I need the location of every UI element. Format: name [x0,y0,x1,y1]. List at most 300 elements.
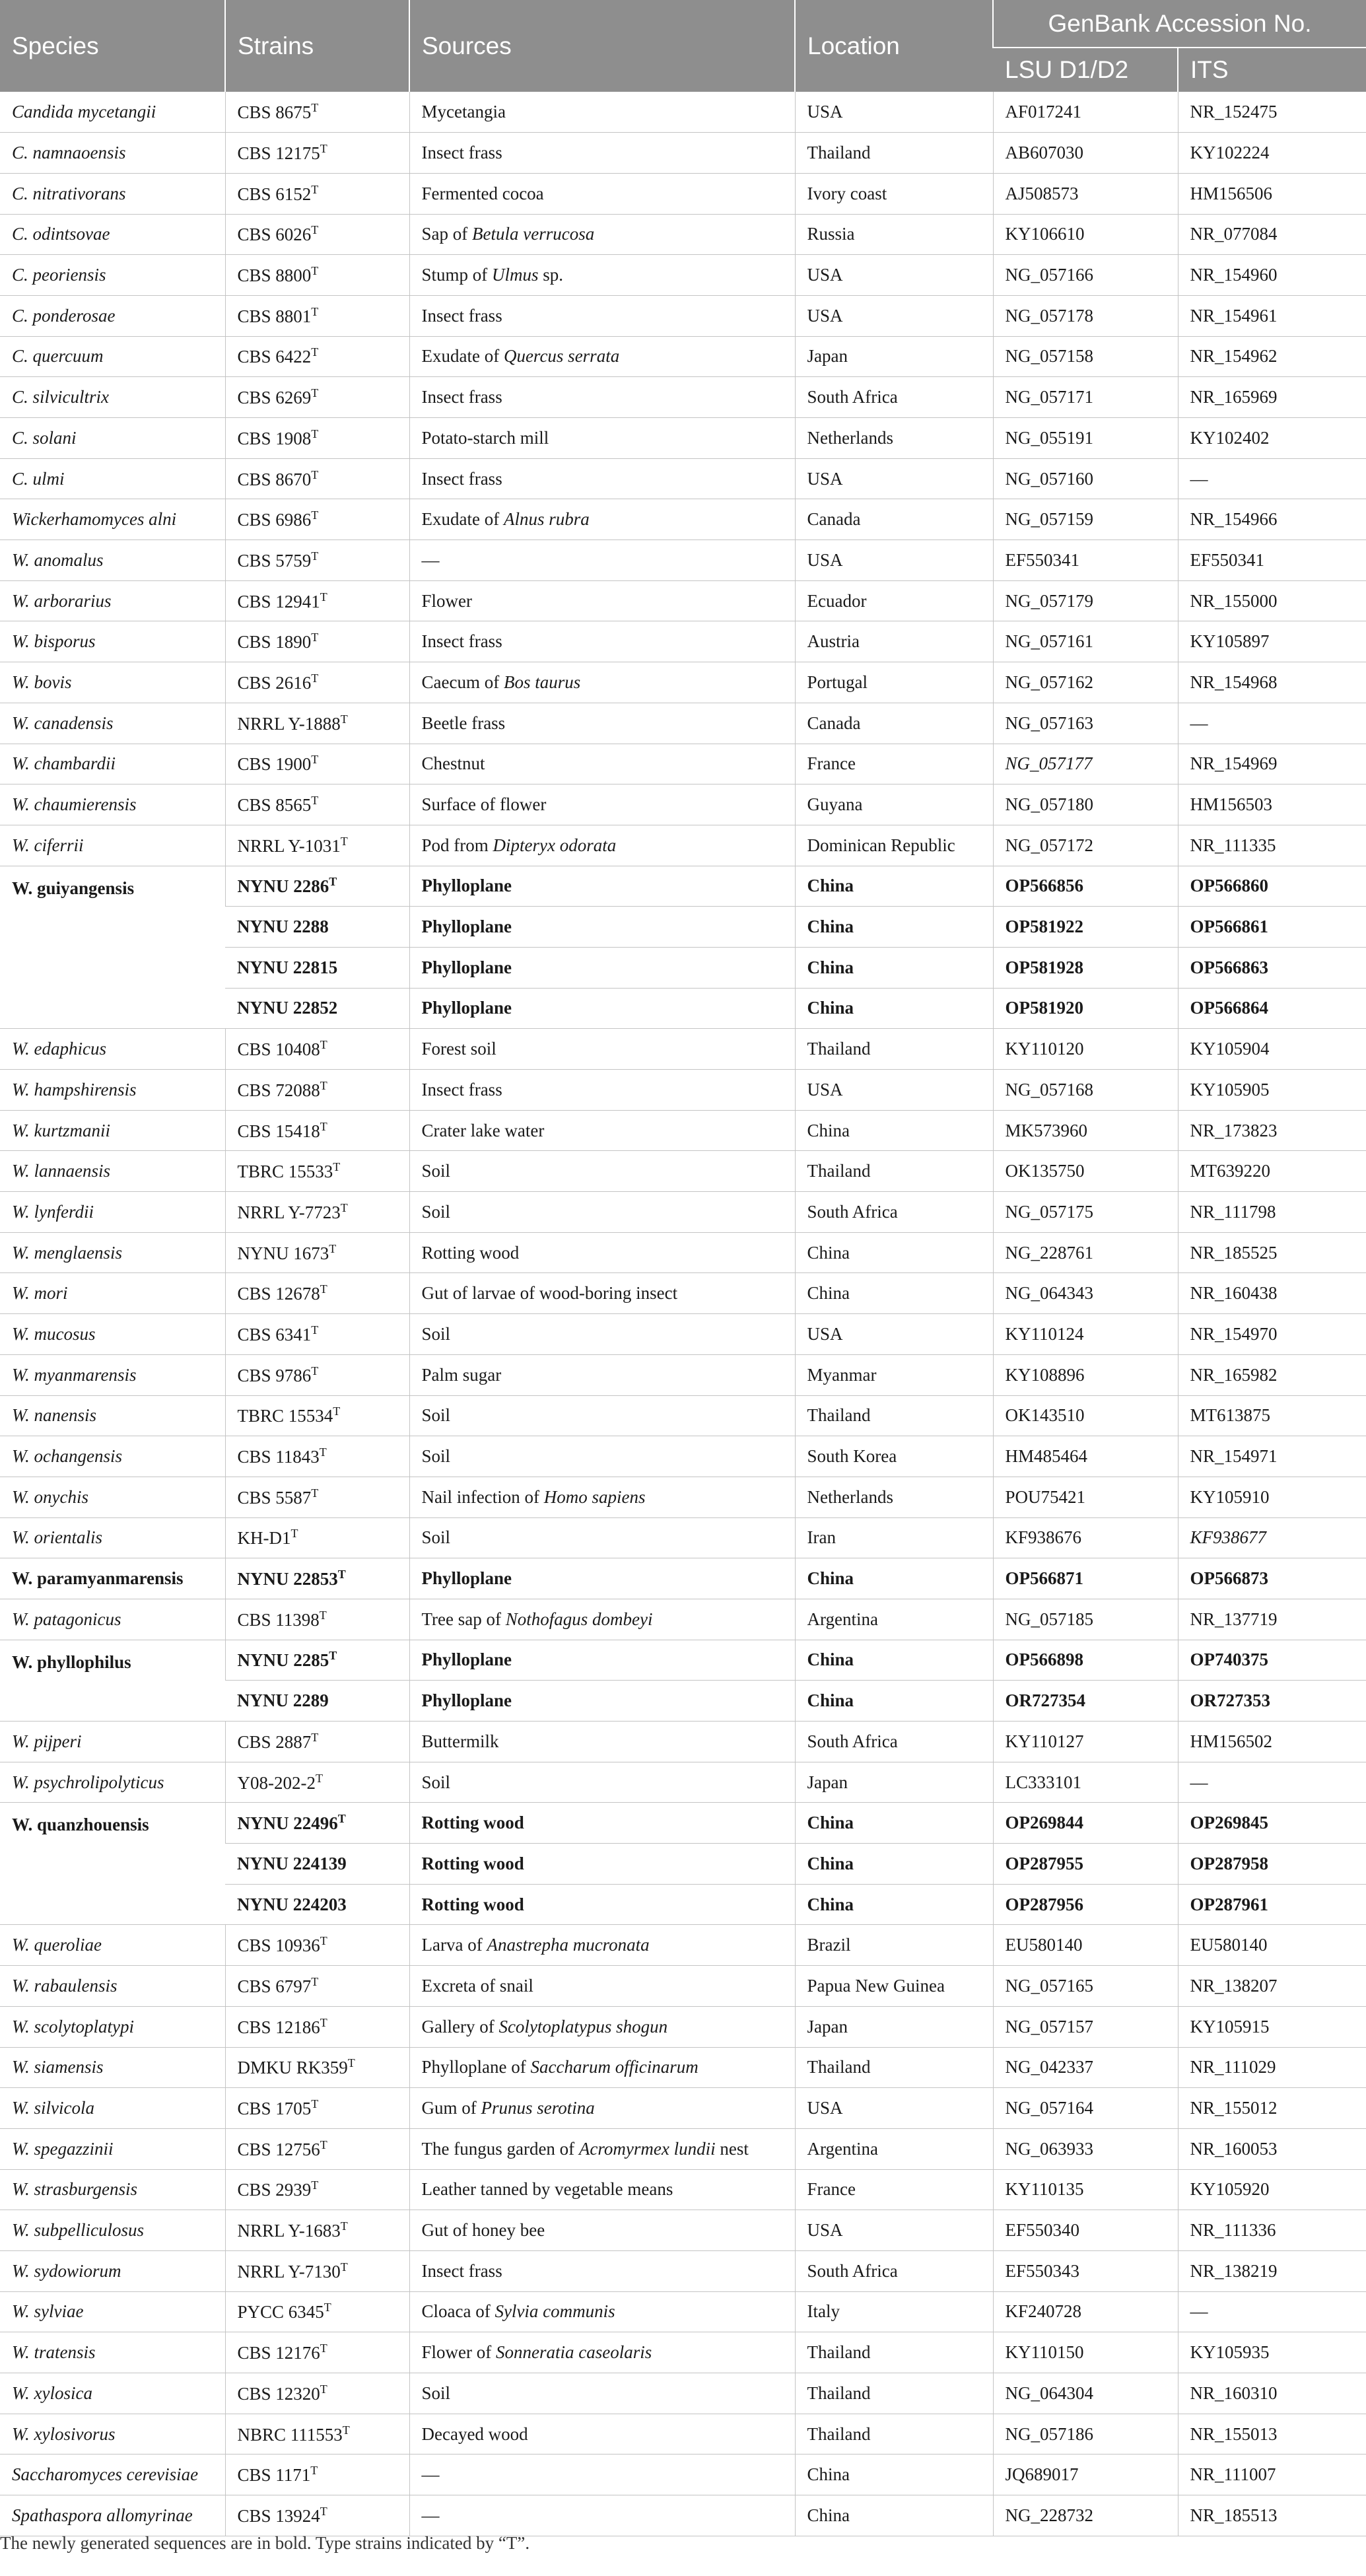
cell-its: KY105910 [1178,1477,1366,1517]
cell-location: Japan [795,1762,993,1803]
type-strain-mark: T [311,753,319,767]
cell-source [409,458,795,499]
table-row [0,1029,1366,1070]
type-strain-mark: T [311,223,319,237]
table-body [0,92,1366,2536]
source-text: Phylloplane [421,998,512,1018]
cell-species: W. phyllophilus [0,1640,225,1721]
cell-species: W. ochangensis [0,1436,225,1477]
table-row [0,2291,1366,2332]
strain-id: NYNU 22852 [237,998,338,1018]
cell-lsu: KF938676 [993,1517,1178,1558]
cell-lsu: NG_057179 [993,580,1178,621]
cell-location: USA [795,2088,993,2129]
cell-strain [225,92,409,133]
strain-id: CBS 12756 [237,2139,320,2159]
strain-id: CBS 72088 [237,1080,320,1100]
cell-location: Argentina [795,1599,993,1640]
cell-strain [225,1314,409,1355]
cell-lsu: OP566898 [993,1640,1178,1681]
cell-strain [225,1354,409,1395]
type-strain-mark: T [311,264,319,278]
cell-species: Candida mycetangii [0,92,225,133]
cell-strain [225,214,409,255]
cell-source [409,377,795,418]
source-text: Rotting wood [421,1813,524,1833]
cell-strain [225,2454,409,2495]
strain-id: DMKU RK359 [237,2058,348,2078]
source-text: Insect frass [421,2260,502,2281]
cell-its: NR_173823 [1178,1110,1366,1151]
cell-its: KF938677 [1178,1517,1366,1558]
cell-location: USA [795,458,993,499]
source-text: Phylloplane [421,1568,512,1589]
cell-source [409,1314,795,1355]
cell-source [409,92,795,133]
cell-species: Wickerhamomyces alni [0,499,225,540]
cell-lsu: NG_057162 [993,662,1178,703]
cell-lsu: OK143510 [993,1395,1178,1436]
type-strain-mark: T [340,712,348,726]
cell-its: NR_138219 [1178,2250,1366,2291]
cell-source [409,988,795,1029]
cell-strain [225,1436,409,1477]
table-row [0,255,1366,296]
cell-species: W. nanensis [0,1395,225,1436]
source-text: Soil [421,1446,451,1467]
cell-strain [225,1722,409,1762]
cell-lsu: OK135750 [993,1151,1178,1192]
type-strain-mark: T [311,2178,319,2192]
cell-location: Italy [795,2291,993,2332]
source-text: Soil [421,1405,451,1426]
cell-strain [225,295,409,336]
cell-lsu: NG_057168 [993,1070,1178,1111]
cell-its: NR_111335 [1178,825,1366,866]
table-row [0,2495,1366,2536]
cell-location: USA [795,255,993,296]
strain-id: TBRC 15534 [237,1406,333,1426]
cell-lsu: NG_055191 [993,418,1178,459]
cell-strain [225,866,409,907]
table-row [0,2332,1366,2373]
cell-source [409,2454,795,2495]
source-text: Phylloplane [421,917,512,937]
source-text: Pod from [421,835,493,855]
cell-source [409,1925,795,1966]
cell-species: W. guiyangensis [0,866,225,1029]
cell-species: W. chaumierensis [0,784,225,825]
strain-id: NRRL Y-7130 [237,2261,341,2281]
table-row [0,2454,1366,2495]
source-text: Sylvia communis [495,2301,615,2322]
cell-location: China [795,1681,993,1722]
cell-strain [225,1070,409,1111]
cell-its: OP287961 [1178,1884,1366,1925]
cell-species: C. peoriensis [0,255,225,296]
type-strain-mark: T [320,590,327,604]
cell-location: China [795,907,993,948]
strain-id: CBS 6269 [237,388,312,408]
cell-source [409,336,795,377]
source-text: Fermented cocoa [421,183,544,203]
cell-lsu: NG_057185 [993,1599,1178,1640]
cell-lsu: NG_057164 [993,2088,1178,2129]
table-row [0,1477,1366,1517]
cell-strain [225,418,409,459]
table-row [0,92,1366,133]
strain-id: CBS 12175 [237,143,320,164]
type-strain-mark: T [333,1405,341,1418]
cell-location: South Africa [795,1722,993,1762]
strain-id: NBRC 111553 [237,2424,343,2445]
table-footnote: The newly generated sequences are in bold. Type strains indicated by “T”. [0,2533,530,2553]
cell-species: W. xylosica [0,2373,225,2414]
cell-location: China [795,947,993,988]
strain-id: CBS 2616 [237,672,312,693]
table-row [0,1517,1366,1558]
source-text: Homo sapiens [543,1486,646,1507]
strain-id: CBS 15418 [237,1121,320,1141]
strain-id: NYNU 224203 [237,1894,347,1914]
source-text: Anastrepha mucronata [487,1935,650,1955]
cell-lsu: NG_064343 [993,1273,1178,1314]
cell-strain [225,825,409,866]
cell-source [409,1232,795,1273]
cell-species: W. myanmarensis [0,1354,225,1395]
cell-lsu: LC333101 [993,1762,1178,1803]
cell-its: NR_154960 [1178,255,1366,296]
table-row [0,2169,1366,2210]
type-strain-mark: T [329,1241,337,1255]
cell-source [409,2169,795,2210]
cell-species: W. silvicola [0,2088,225,2129]
cell-strain [225,2210,409,2251]
header-species: Species [0,0,225,92]
cell-lsu: OP581922 [993,907,1178,948]
cell-source [409,295,795,336]
strain-id: NRRL Y-1683 [237,2221,341,2241]
cell-its: NR_154968 [1178,662,1366,703]
source-text: Phylloplane [421,957,512,977]
source-text: Buttermilk [421,1731,499,1751]
table-row [0,2128,1366,2169]
strain-id: NYNU 22853 [237,1569,338,1589]
cell-lsu: AJ508573 [993,173,1178,214]
strain-id: CBS 9786 [237,1365,312,1385]
type-strain-mark: T [311,1486,319,1500]
cell-lsu: NG_057186 [993,2414,1178,2454]
cell-strain [225,2414,409,2454]
type-strain-mark: T [337,1812,346,1826]
cell-location: USA [795,540,993,581]
cell-lsu: OP566871 [993,1558,1178,1599]
cell-source [409,2210,795,2251]
cell-strain [225,499,409,540]
cell-its: OP269845 [1178,1803,1366,1844]
source-text: Phylloplane [421,1690,512,1711]
cell-lsu: OR727354 [993,1681,1178,1722]
header-its: ITS [1178,48,1366,92]
source-text: Phylloplane of [421,2057,531,2077]
source-text: Nothofagus dombeyi [505,1609,653,1629]
cell-lsu: NG_057171 [993,377,1178,418]
cell-lsu: AB607030 [993,133,1178,174]
cell-species: C. odintsovae [0,214,225,255]
cell-species: W. mucosus [0,1314,225,1355]
source-text: Soil [421,1161,451,1181]
cell-its: NR_185513 [1178,2495,1366,2536]
strain-id: CBS 12678 [237,1284,320,1304]
cell-its: NR_138207 [1178,1966,1366,2007]
cell-species: W. hampshirensis [0,1070,225,1111]
cell-its: KY102224 [1178,133,1366,174]
cell-lsu: NG_057158 [993,336,1178,377]
cell-its: OP566863 [1178,947,1366,988]
type-strain-mark: T [311,671,319,685]
source-text: Gallery of [421,2016,499,2036]
cell-source [409,744,795,784]
cell-location: Thailand [795,133,993,174]
type-strain-mark: T [311,1364,319,1377]
type-strain-mark: T [311,427,319,440]
type-strain-mark: T [340,2260,348,2274]
strain-id: NYNU 2285 [237,1650,329,1671]
cell-species: W. edaphicus [0,1029,225,1070]
type-strain-mark: T [320,2015,327,2029]
type-strain-mark: T [324,2301,331,2315]
cell-source [409,580,795,621]
source-text: The fungus garden of [421,2138,579,2159]
cell-location: Guyana [795,784,993,825]
source-text: — [421,2505,440,2525]
source-text: Stump of [421,265,493,285]
cell-source [409,1517,795,1558]
table-row [0,1395,1366,1436]
cell-lsu: HM485464 [993,1436,1178,1477]
cell-location: USA [795,2210,993,2251]
type-strain-mark: T [311,1323,319,1337]
cell-its: KY102402 [1178,418,1366,459]
type-strain-mark: T [340,1201,348,1214]
cell-location: Canada [795,703,993,744]
table-row [0,1273,1366,1314]
cell-species: W. pijperi [0,1722,225,1762]
cell-lsu: NG_057161 [993,621,1178,662]
table-row [0,499,1366,540]
source-text: Cloaca of [421,2301,495,2322]
type-strain-mark: T [320,1078,327,1092]
cell-lsu: KY110124 [993,1314,1178,1355]
cell-location: Thailand [795,1029,993,1070]
cell-species: C. namnaoensis [0,133,225,174]
cell-strain [225,1844,409,1885]
cell-location: USA [795,295,993,336]
cell-species: W. bisporus [0,621,225,662]
source-text: Saccharum officinarum [530,2057,699,2077]
source-text: Soil [421,1201,451,1222]
cell-strain [225,1599,409,1640]
cell-lsu: EF550343 [993,2250,1178,2291]
source-text: — [421,549,440,570]
cell-lsu: KY110150 [993,2332,1178,2373]
cell-strain [225,1232,409,1273]
table-row [0,173,1366,214]
table-row [0,295,1366,336]
cell-location: China [795,988,993,1029]
source-text: Leather tanned by vegetable means [421,2179,673,2200]
cell-its: NR_111798 [1178,1192,1366,1233]
cell-species: C. ulmi [0,458,225,499]
cell-its: KY105915 [1178,2006,1366,2047]
cell-location: China [795,1273,993,1314]
cell-species: W. lannaensis [0,1151,225,1192]
table-row [0,744,1366,784]
type-strain-mark: T [311,101,319,115]
table-row [0,540,1366,581]
strain-id: CBS 6422 [237,347,312,367]
cell-source [409,1110,795,1151]
cell-location: USA [795,1314,993,1355]
cell-its: OP566861 [1178,907,1366,948]
cell-source [409,825,795,866]
cell-species: W. paramyanmarensis [0,1558,225,1599]
table-row [0,1966,1366,2007]
cell-its: KY105905 [1178,1070,1366,1111]
cell-lsu: JQ689017 [993,2454,1178,2495]
table-row [0,1232,1366,1273]
source-text: Insect frass [421,468,502,489]
cell-location: China [795,1844,993,1885]
cell-lsu: KY110135 [993,2169,1178,2210]
cell-location: South Africa [795,377,993,418]
cell-strain [225,907,409,948]
cell-strain [225,1681,409,1722]
cell-source [409,2414,795,2454]
cell-source [409,2006,795,2047]
cell-species: W. rabaulensis [0,1966,225,2007]
strain-id: CBS 6026 [237,225,312,245]
strain-id: CBS 2887 [237,1731,312,1752]
cell-lsu: EF550340 [993,2210,1178,2251]
cell-species: W. onychis [0,1477,225,1517]
strain-id: CBS 13924 [237,2505,320,2526]
table-row [0,458,1366,499]
cell-location: Russia [795,214,993,255]
cell-strain [225,540,409,581]
cell-source [409,133,795,174]
cell-strain [225,133,409,174]
cell-its: KY105904 [1178,1029,1366,1070]
cell-strain [225,662,409,703]
strain-id: CBS 6986 [237,510,312,530]
cell-its: NR_111007 [1178,2454,1366,2495]
source-text: Rotting wood [421,1853,524,1873]
source-text: Forest soil [421,1039,496,1059]
table-row [0,377,1366,418]
cell-its: NR_111029 [1178,2047,1366,2088]
cell-species: W. tratensis [0,2332,225,2373]
table-row [0,1803,1366,1844]
cell-source [409,1151,795,1192]
cell-lsu: KY108896 [993,1354,1178,1395]
type-strain-mark: T [311,794,319,808]
type-strain-mark: T [320,1038,327,1052]
type-strain-mark: T [311,508,319,522]
source-text: Nail infection of [421,1486,544,1507]
source-text: Potato-starch mill [421,427,549,448]
cell-its: — [1178,703,1366,744]
cell-strain [225,1029,409,1070]
cell-lsu: NG_057160 [993,458,1178,499]
cell-location: Iran [795,1517,993,1558]
cell-lsu: KY110127 [993,1722,1178,1762]
cell-strain [225,255,409,296]
cell-source [409,1558,795,1599]
cell-lsu: KY106610 [993,214,1178,255]
table-row [0,866,1366,907]
cell-location: China [795,866,993,907]
cell-location: Thailand [795,1151,993,1192]
cell-strain [225,2332,409,2373]
cell-species: W. canadensis [0,703,225,744]
source-text: Soil [421,1323,451,1344]
cell-species: W. arborarius [0,580,225,621]
source-text: Phylloplane [421,876,512,896]
type-strain-mark: T [320,1282,327,1296]
cell-species: W. bovis [0,662,225,703]
cell-its: OP566860 [1178,866,1366,907]
table-row [0,1110,1366,1151]
type-strain-mark: T [320,1934,327,1948]
cell-lsu: NG_057159 [993,499,1178,540]
cell-source [409,1762,795,1803]
cell-lsu: EF550341 [993,540,1178,581]
cell-species: W. subpelliculosus [0,2210,225,2251]
source-text: Exudate of [421,509,504,530]
cell-location: China [795,2454,993,2495]
source-text: Insect frass [421,387,502,407]
cell-lsu: KY110120 [993,1029,1178,1070]
type-strain-mark: T [347,2056,355,2070]
table-row [0,580,1366,621]
cell-species: W. chambardii [0,744,225,784]
table-row [0,621,1366,662]
table-row [0,2006,1366,2047]
cell-lsu: POU75421 [993,1477,1178,1517]
source-text: Crater lake water [421,1120,545,1140]
cell-location: China [795,1803,993,1844]
source-text: Caecum of [421,672,504,692]
source-text: Soil [421,1772,451,1792]
cell-strain [225,458,409,499]
cell-location: Netherlands [795,418,993,459]
cell-location: China [795,2495,993,2536]
type-strain-mark: T [315,1771,323,1785]
source-text: Excreta of snail [421,1975,533,1996]
cell-location: China [795,1232,993,1273]
strain-id: NYNU 1673 [237,1243,329,1263]
type-strain-mark: T [311,1974,319,1988]
cell-strain [225,336,409,377]
cell-its: OP287958 [1178,1844,1366,1885]
strain-id: CBS 5587 [237,1487,312,1508]
cell-lsu: NG_057166 [993,255,1178,296]
strain-id: CBS 8800 [237,265,312,286]
cell-location: Portugal [795,662,993,703]
cell-location: Japan [795,2006,993,2047]
cell-its: NR_155012 [1178,2088,1366,2129]
